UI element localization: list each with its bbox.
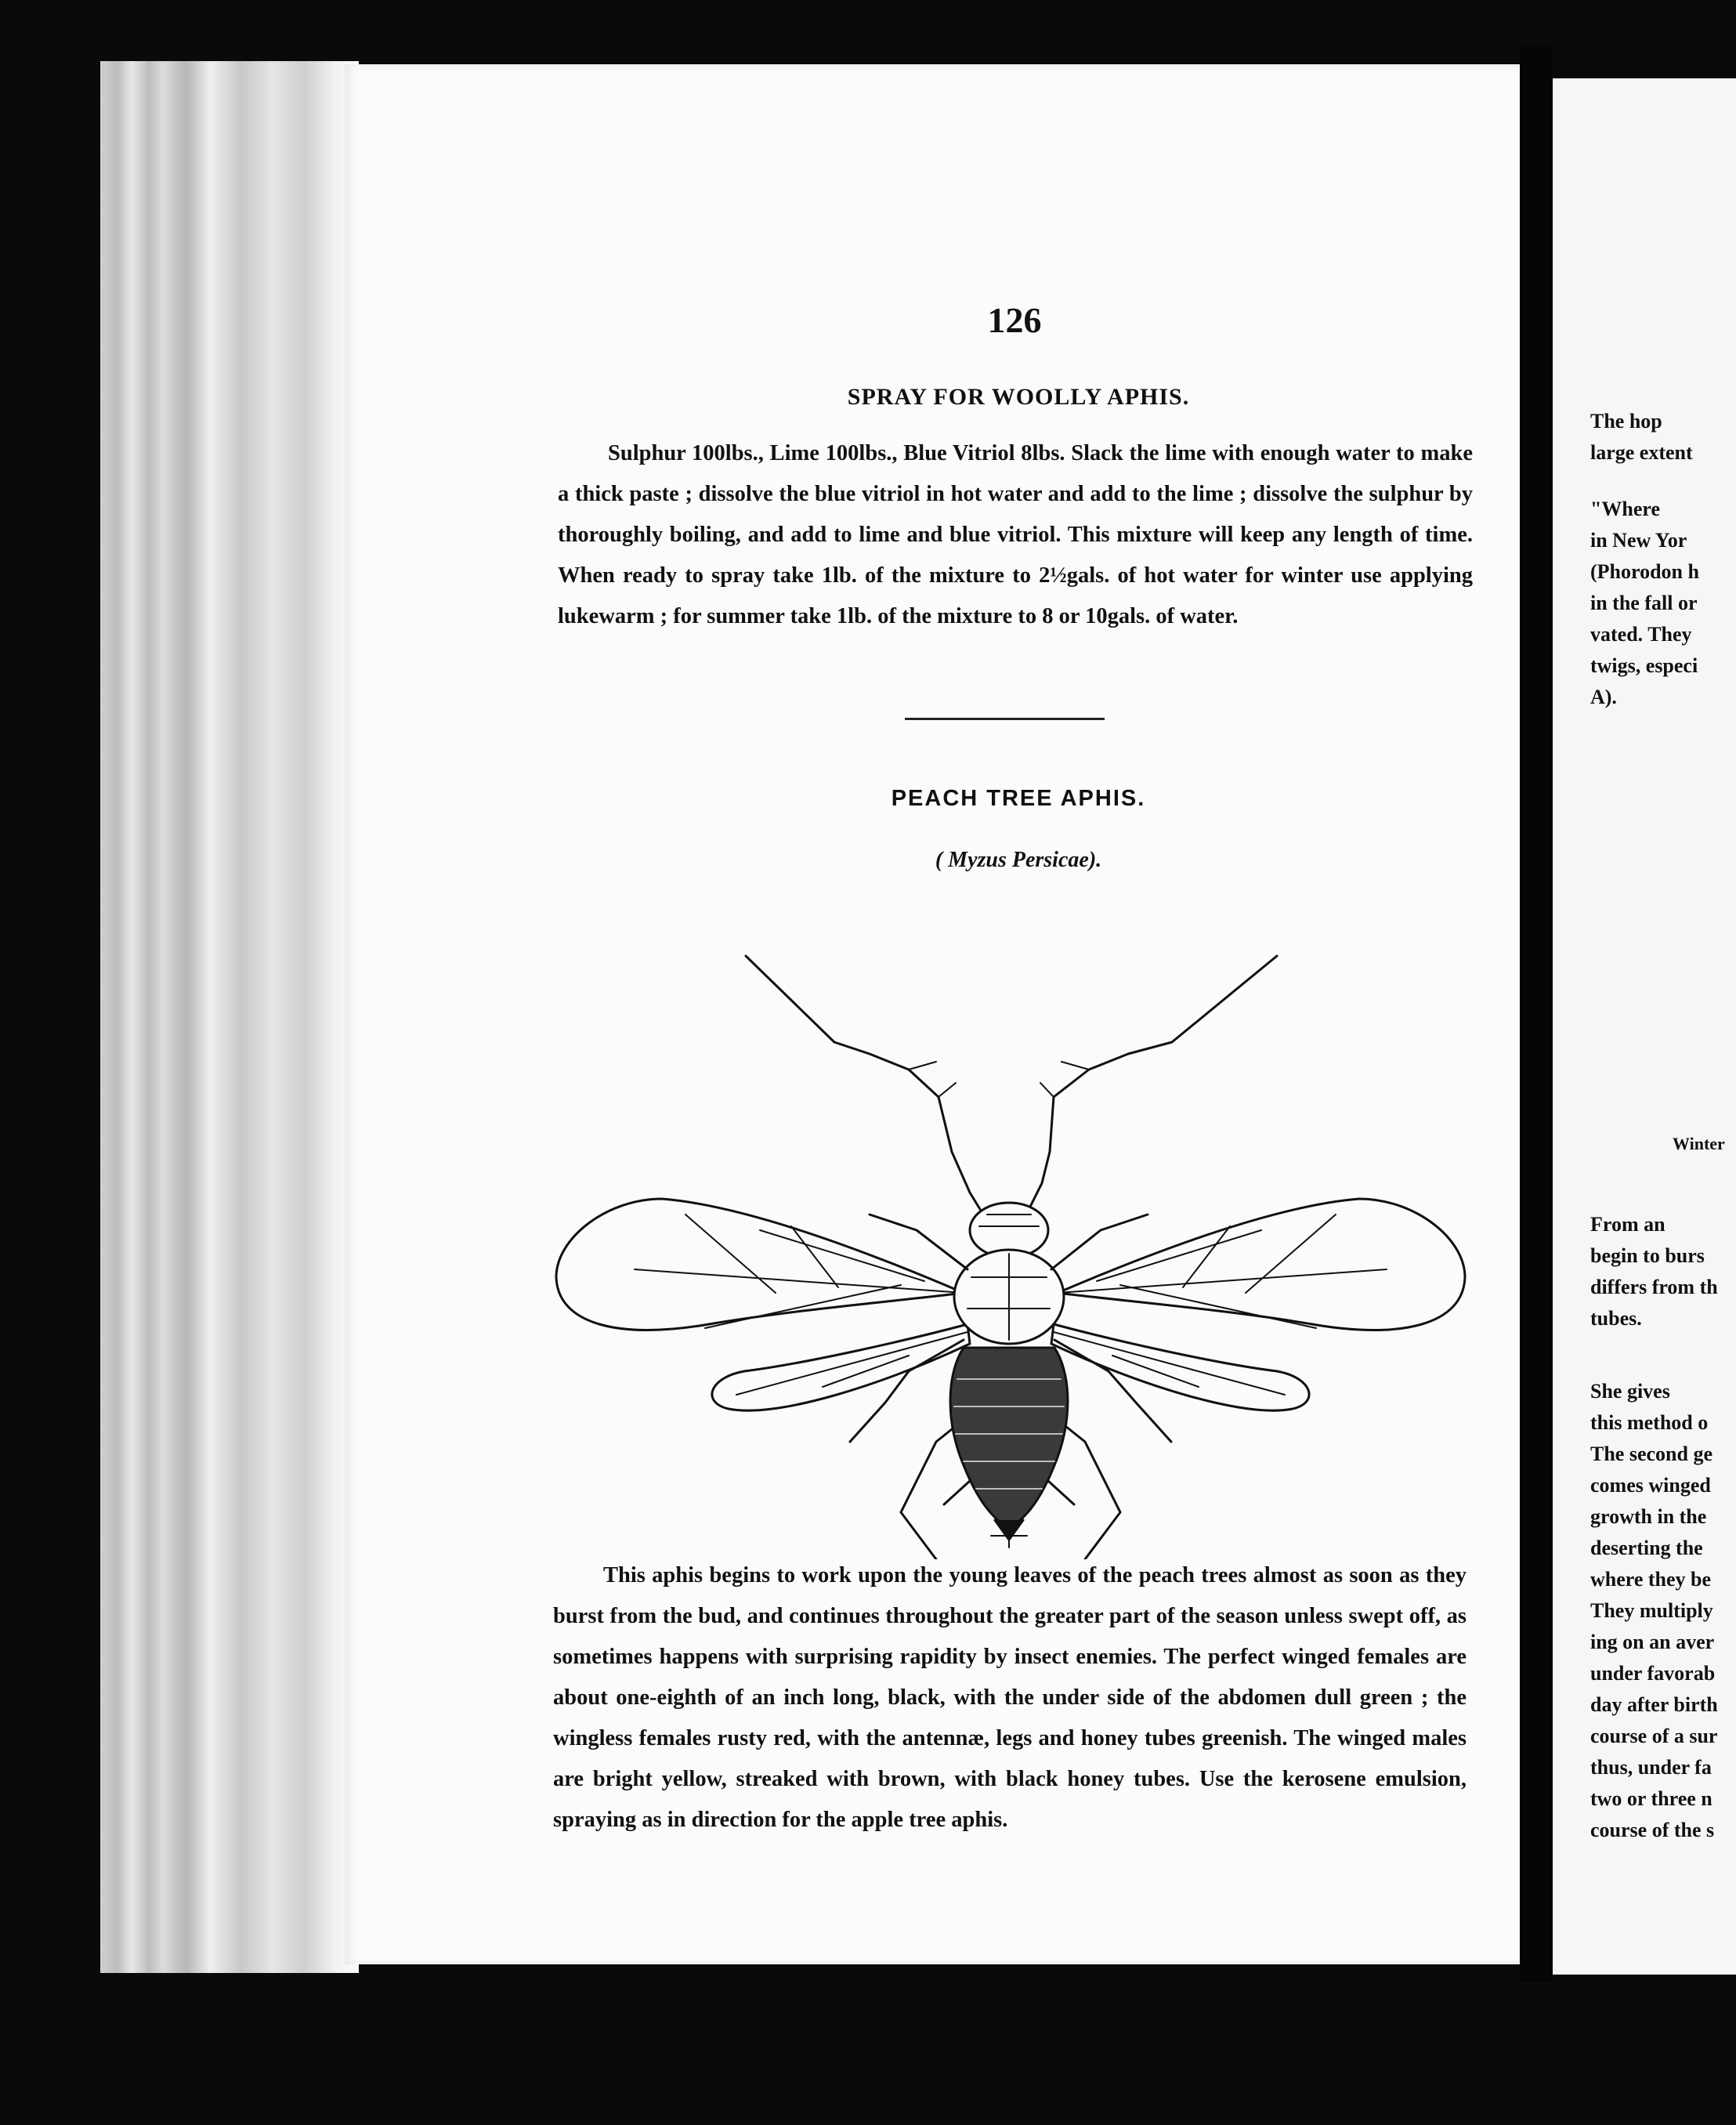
right-page-text-block-2: "Where in New Yor (Phorodon h in the fall or vated. They twigs, especi A). [1590,498,1699,708]
right-page-text-block-4: She gives this method o The second ge comes winged growth in the deserting the where they be They multiply ing on an aver under favorab day after birth course of a sur thus, under fa two or three n course of the s [1590,1380,1718,1841]
left-forewing [556,1199,964,1330]
right-hindwing [1051,1324,1309,1410]
right-page-caption: Winter [1673,1134,1725,1153]
honey-tube-left [944,1481,970,1504]
aphis-scientific-name: ( Myzus Persicae). [935,848,1102,872]
scale-mark [991,1528,1027,1548]
left-hindwing [712,1324,970,1410]
right-page-text-block-3: From an begin to burs differs from th tubes. [1590,1213,1718,1330]
antenna-segment-right [1040,1062,1089,1097]
book-gutter [1520,47,1553,1982]
spray-recipe-paragraph: Sulphur 100lbs., Lime 100lbs., Blue Vitriol 8lbs. Slack the lime with enough water to make a thick paste ; dissolve the blue vitriol in hot water and add to the lime ; dissolve the sulphur by thoroughly boiling, and add to lime and blue vitriol. This mixture will keep any length of time. When ready to spray take 1lb. of the mixture to 2½gals. of hot water for winter use applying lukewarm ; for summer take 1lb. of the mixture to 8 or 10gals. of water. [558,441,1473,628]
aphis-description-paragraph: This aphis begins to work upon the young leaves of the peach trees almost as soon as they burst from the bud, and continues throughout the greater part of the season unless swept off, as sometimes happens with surprising rapidity by insect enemies. The perfect winged females are about one-eighth of an inch long, black, with the under side of the abdomen dull green ; the wingless females rusty red, with the antennæ, legs and honey tubes greenish. The winged males are bright yellow, streaked with brown, with black honey tubes. Use the kerosene emulsion, spraying as in direction for the apple tree aphis. [553,1563,1467,1832]
aphis-abdomen [950,1348,1068,1528]
aphis-heading: PEACH TREE APHIS. [891,786,1146,811]
section-heading: SPRAY FOR WOOLLY APHIS. [847,384,1190,410]
right-forewing [1058,1199,1465,1330]
left-antenna [746,956,987,1221]
section-divider [905,718,1105,720]
peach-tree-aphis-illustration [541,901,1481,1559]
right-antenna [1026,956,1277,1215]
page-number: 126 [987,300,1042,340]
right-page-text-block-1: The hop large extent [1590,410,1693,464]
page-edges-stack [100,61,359,1973]
honey-tube-right [1048,1481,1074,1504]
